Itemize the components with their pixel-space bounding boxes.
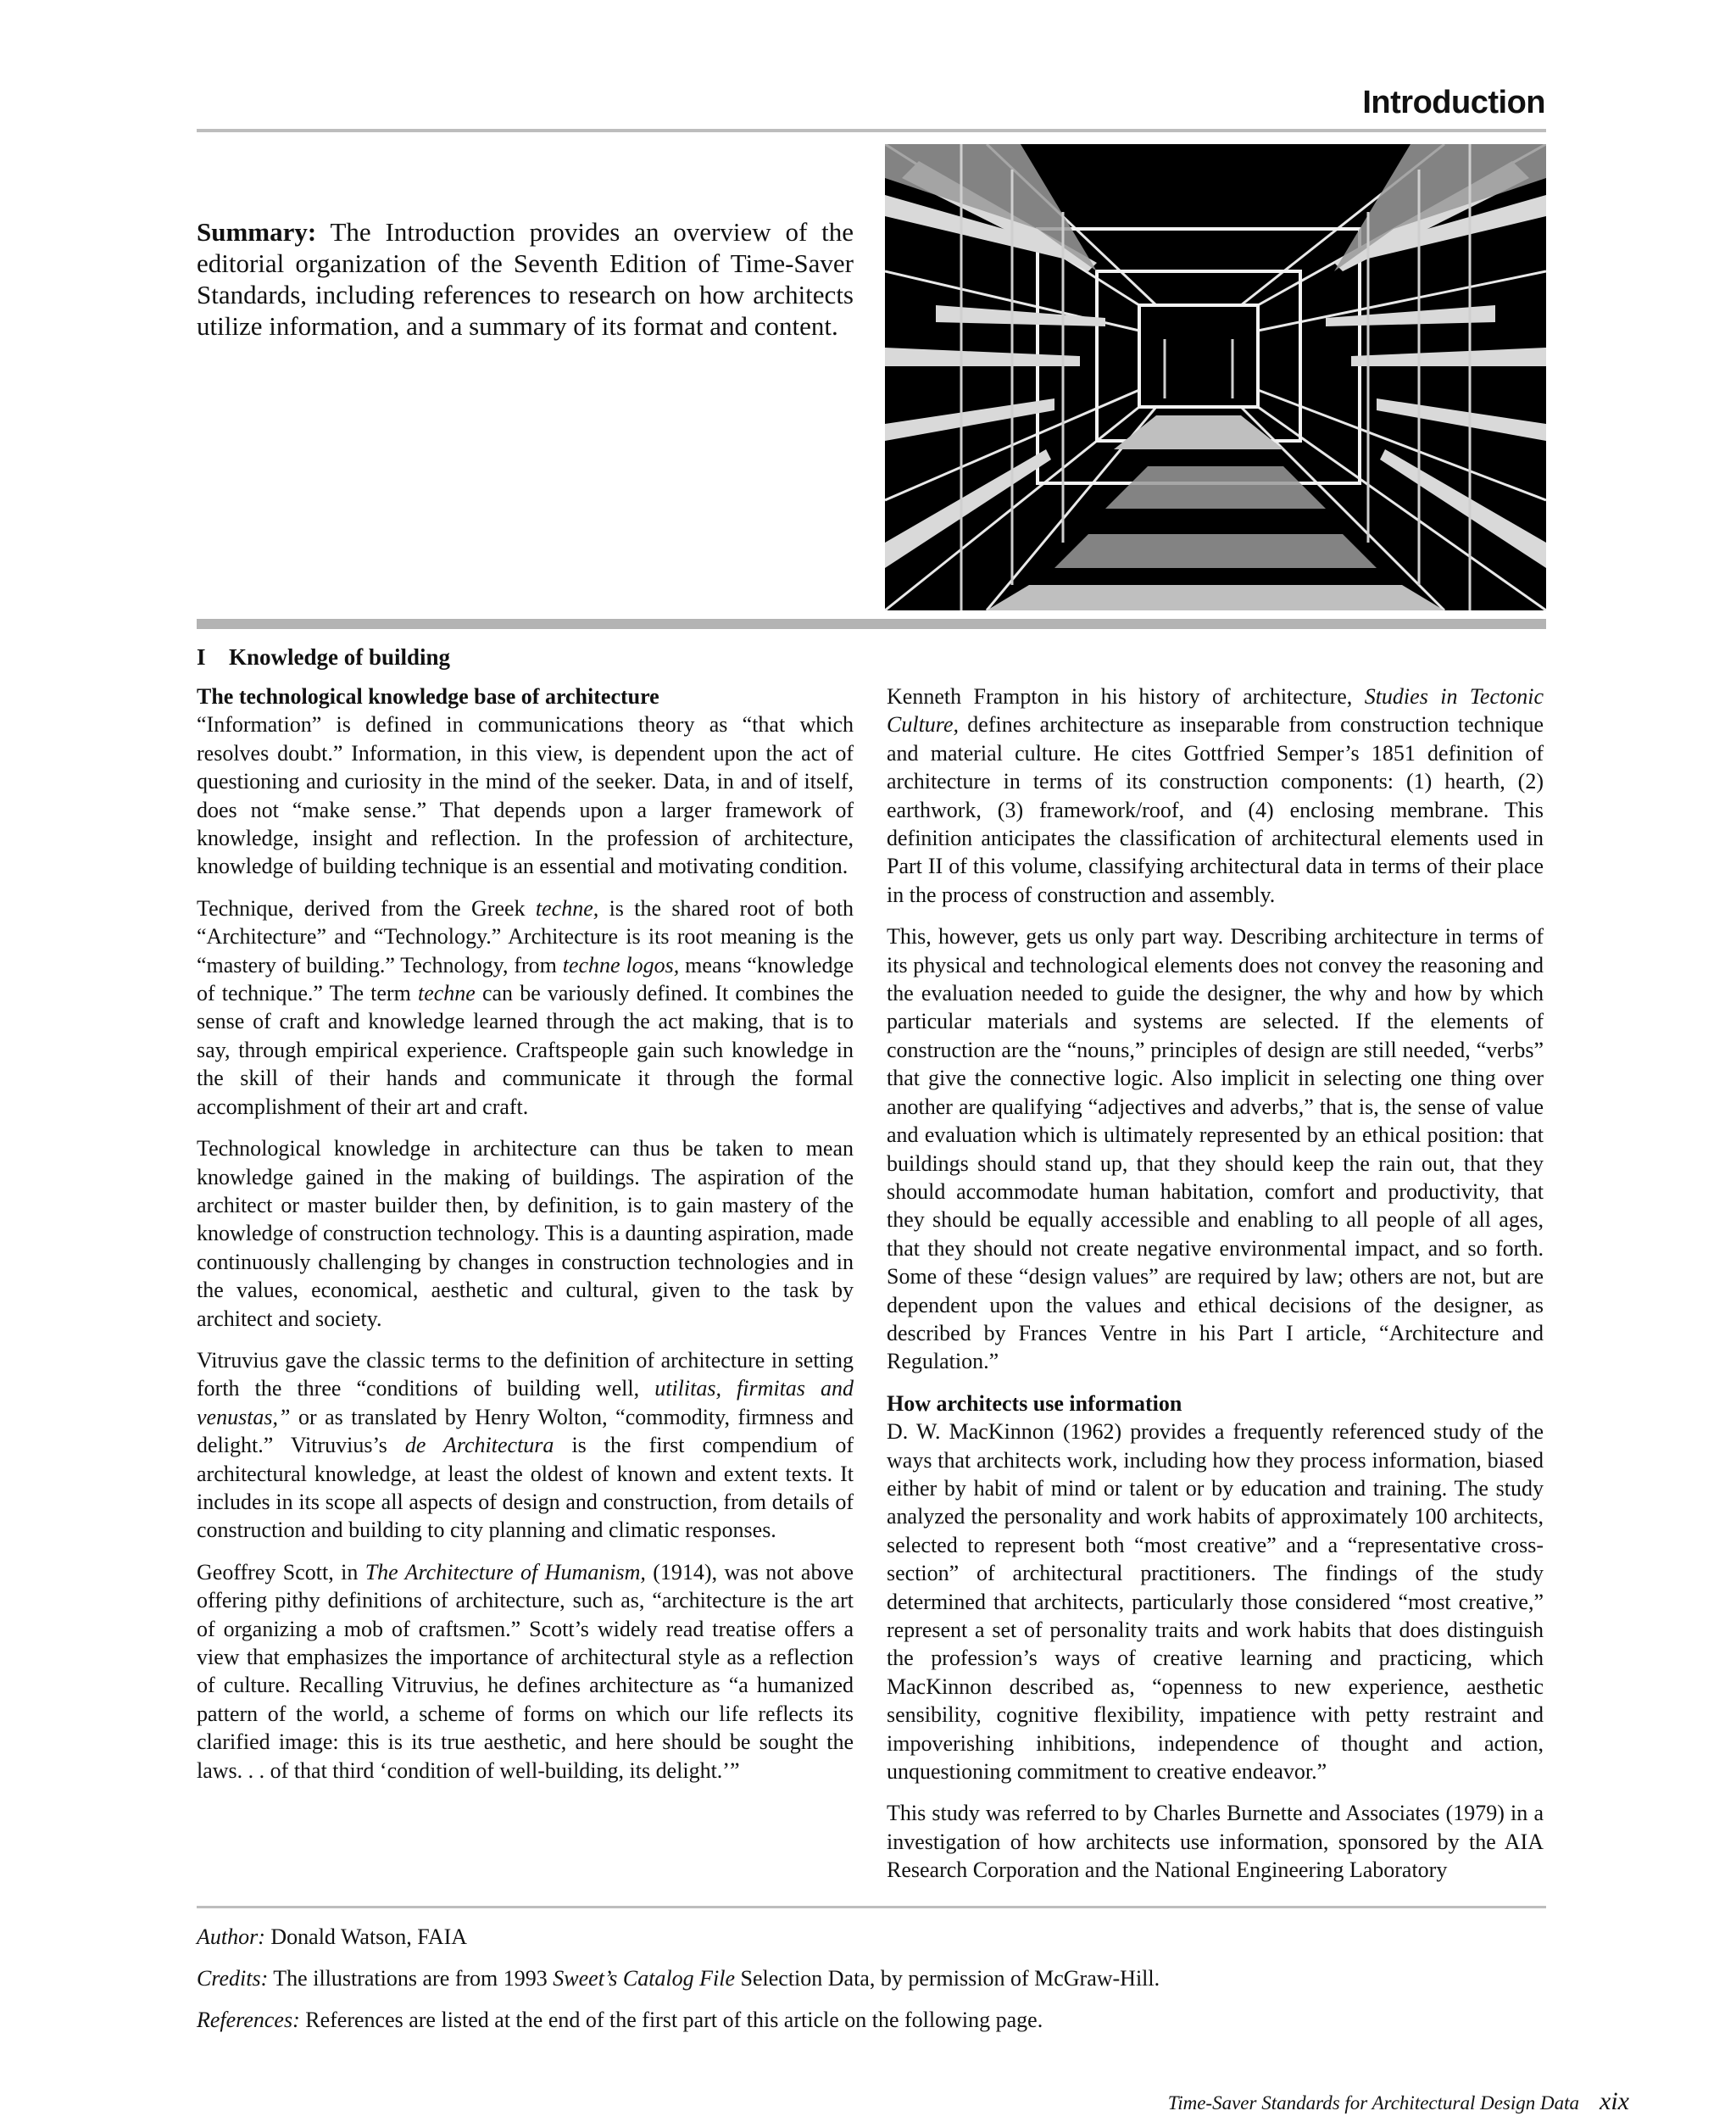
- summary-label: Summary:: [197, 217, 317, 247]
- header-rule: [197, 129, 1546, 132]
- page-footer: [1168, 2087, 1629, 2116]
- paragraph: Technological knowledge in architecture can thus be taken to mean knowledge gained in the making of buildings. The aspiration of the architect or master builder then, by definition, is to gain mastery of the knowledge of construction technology. This is a daunting aspiration, made continuously challenging by changes in construction technologies and in the values, economical, aesthetic and cultural, given to the task by architect and society.: [197, 1136, 854, 1331]
- paragraph: Technique, derived from the Greek techne, is the shared root of both “Architecture” and “Technology.” Architecture is its root meaning is the “mastery of building.” Technology, from techne logos, means “knowledge of technique.” The term techne can be variously defined. It combines the sense of craft and knowledge learned through the act making, that is to say, through empirical experience. Craftspeople gain such knowledge in the skill of their hands and communicate it through the formal accomplishment of their art and craft.: [197, 895, 854, 1119]
- architectural-illustration: [885, 144, 1546, 610]
- credits-block: [197, 1923, 1546, 2047]
- summary-text: The Introduction provides an overview of the editorial organization of the Seventh Edition of Time-Saver Standards, including references to research on how architects utilize information, and a summary of its format and content.: [197, 217, 854, 341]
- paragraph: “Information” is defined in communications theory as “that which resolves doubt.” Information, in this view, is dependent upon the act of questioning and curiosity in the mind of the seeker. Data, in and of itself, does not “make sense.” That depends upon a larger framework of knowledge, insight and reflection. In the profession of architecture, knowledge of building technique is an essential and motivating condition.: [197, 712, 854, 879]
- part-title: Knowledge of building: [229, 644, 451, 670]
- paragraph: Vitruvius gave the classic terms to the definition of architecture in setting forth the three “conditions of building well, utilitas, firmitas and venustas,” or as translated by Henry Wolton, “commodity, firmness and delight.” Vitruvius’s de Architectura is the first compendium of architectural knowledge, at least the oldest of known and extent texts. It includes in its scope all aspects of design and construction, from details of construction and building to city planning and climatic responses.: [197, 1347, 854, 1543]
- summary-block: [197, 216, 854, 342]
- left-column: [197, 682, 854, 1798]
- paragraph: Geoffrey Scott, in The Architecture of Humanism, (1914), was not above offering pithy definitions of architecture, such as, “architecture is the art of organizing a mob of craftsmen.” Scott’s widely read treatise offers a view that emphasizes the importance of architectural style as a reflection of culture. Recalling Vitruvius, he defines architecture as “a humanized pattern of the world, a scheme of forms on which our life reflects its clarified image: this is its true aesthetic, and here should be sought the laws. . . of that third ‘condition of well-building, its delight.’”: [197, 1559, 854, 1783]
- right-column: [887, 682, 1544, 1898]
- credits-line: Credits: The illustrations are from 1993 Sweet’s Catalog File Selection Data, by permission of McGraw-Hill.: [197, 1966, 1160, 1991]
- part-heading: [197, 644, 450, 671]
- page-number: xix: [1600, 2087, 1629, 2115]
- section-divider: [197, 619, 1546, 629]
- subheading-knowledge-base: The technological knowledge base of architecture: [197, 684, 659, 709]
- publication-title: Time-Saver Standards for Architectural Design Data: [1167, 2092, 1580, 2114]
- paragraph: This, however, gets us only part way. Describing architecture in terms of its physical and technological elements does not convey the reasoning and the evaluation needed to guide the designer, the why and how by which particular materials and systems are selected. If the elements of construction are the “nouns,” principles of design are still needed, “verbs” that give the connective logic. Also implicit in selecting one thing over another are qualifying “adjectives and adverbs,” that is, the sense of value and evaluation which is ultimately represented by an ethical position: that buildings should stand up, that they should keep the rain out, that they should accommodate human habitation, comfort and productivity, that they should be equally accessible and enabling to all people of all ages, that they should not create negative environmental impact, and so forth. Some of these “design values” are required by law; others are not, but are dependent upon the values and ethical decisions of the designer, as described by Frances Ventre in his Part I article, “Architecture and Regulation.”: [887, 924, 1544, 1374]
- section-title: Introduction: [1362, 85, 1545, 120]
- paragraph: D. W. MacKinnon (1962) provides a frequently referenced study of the ways that architects work, including how they process information, biased either by habit of mind or talent or by education and training. The study analyzed the personality and work habits of approximately 100 architects, selected to represent both “most creative” and a “representative cross-section” of architectural practitioners. The findings of the study determined that architects, particularly those considered “most creative,” represent a set of personality traits and work habits that does distinguish the profession’s ways of creative learning and practicing, which MacKinnon described as, “openness to new experience, aesthetic sensibility, cognitive flexibility, impatience with petty restraint and impoverishing inhibitions, independence of thought and action, unquestioning commitment to creative endeavor.”: [887, 1419, 1544, 1785]
- part-number: I: [197, 644, 206, 670]
- references-line: References: References are listed at the end of the first part of this article on the following page.: [197, 2008, 1043, 2032]
- subheading-how-architects: How architects use information: [887, 1390, 1182, 1416]
- credits-rule: [197, 1906, 1546, 1908]
- paragraph: Kenneth Frampton in his history of architecture, Studies in Tectonic Culture, defines architecture as inseparable from construction technique and material culture. He cites Gottfried Semper’s 1851 definition of architecture in terms of its construction components: (1) hearth, (2) earthwork, (3) framework/roof, and (4) enclosing membrane. This definition anticipates the classification of architectural elements used in Part II of this volume, classifying architectural data in terms of their place in the process of construction and assembly.: [887, 684, 1544, 907]
- paragraph: This study was referred to by Charles Burnette and Associates (1979) in a investigation of how architects use information, sponsored by the AIA Research Corporation and the National Engineering Laboratory: [887, 1801, 1544, 1883]
- author-line: Author: Donald Watson, FAIA: [197, 1924, 468, 1949]
